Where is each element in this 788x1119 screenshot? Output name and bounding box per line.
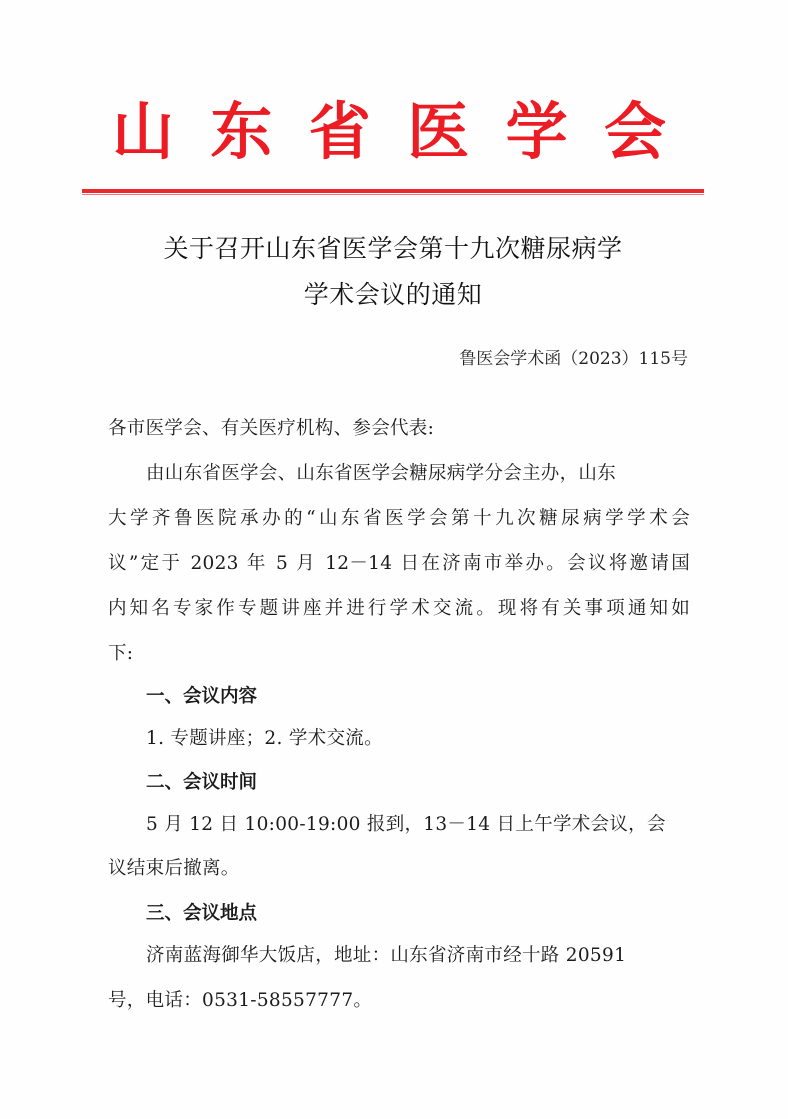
salutation: 各市医学会、有关医疗机构、参会代表:: [108, 418, 435, 439]
document-number: 鲁医会学术函（2023）115号: [459, 349, 688, 369]
letterhead-char: 医: [407, 95, 470, 168]
intro-line-2: 大学齐鲁医院承办的“山东省医学会第十九次糖尿病学学术会: [108, 508, 690, 529]
letterhead-divider-thin: [82, 194, 704, 195]
section-time-line-1: 5 月 12 日 10:00-19:00 报到，13－14 日上午学术会议，会: [146, 814, 666, 835]
letterhead-char: 东: [210, 95, 273, 168]
notice-title-line-1: 关于召开山东省医学会第十九次糖尿病学: [163, 234, 623, 263]
section-time-line-2: 议结束后撤离。: [108, 858, 240, 879]
section-venue-line-1: 济南蓝海御华大饭店，地址：山东省济南市经十路 20591: [146, 945, 627, 966]
letterhead-char: 山: [112, 95, 175, 168]
section-heading-time: 二、会议时间: [146, 772, 258, 793]
letterhead-char: 省: [308, 95, 371, 168]
letterhead-title: [82, 92, 704, 172]
letterhead-char: 会: [603, 95, 666, 168]
intro-line-1: 由山东省医学会、山东省医学会糖尿病学分会主办，山东: [146, 463, 617, 484]
section-venue-line-2: 号，电话：0531-58557777。: [108, 990, 373, 1011]
intro-line-5: 下:: [108, 643, 134, 664]
section-heading-venue: 三、会议地点: [146, 903, 258, 924]
letterhead-char: 学: [505, 95, 568, 168]
letterhead-divider: [82, 189, 704, 193]
intro-line-3: 议”定于 2023 年 5 月 12－14 日在济南市举办。会议将邀请国: [108, 553, 690, 574]
intro-line-4: 内知名专家作专题讲座并进行学术交流。现将有关事项通知如: [108, 598, 690, 619]
notice-title-line-2: 学术会议的通知: [303, 280, 483, 309]
section-content-line-1: 1. 专题讲座；2. 学术交流。: [146, 728, 383, 749]
section-heading-content: 一、会议内容: [146, 686, 258, 707]
